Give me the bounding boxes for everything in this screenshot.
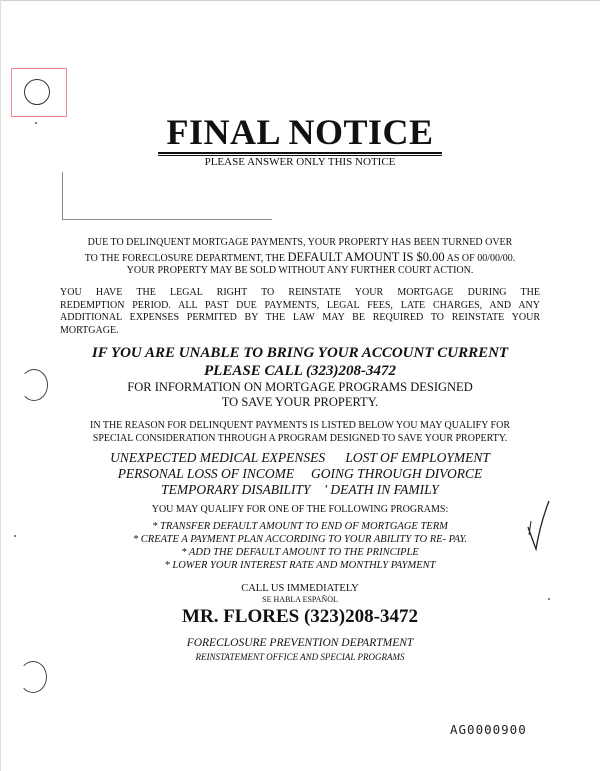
reason-item: TEMPORARY DISABILITY	[161, 482, 311, 497]
paragraph-line: IN THE REASON FOR DELINQUENT PAYMENTS IS LISTED BELOW YOU MAY QUALIFY FOR	[89, 420, 511, 431]
program-item: * LOWER YOUR INTEREST RATE AND MONTHLY PAYMENT	[164, 560, 436, 571]
program-item: * CREATE A PAYMENT PLAN ACCORDING TO YOUR ABILITY TO RE- PAY.	[132, 534, 468, 545]
paragraph-text: TO THE FORECLOSURE DEPARTMENT, THE	[84, 252, 288, 264]
title-underline	[158, 152, 442, 154]
call-now: CALL US IMMEDIATELY	[241, 583, 359, 594]
call-block-text: FOR INFORMATION ON MORTGAGE PROGRAMS DESIGNED	[127, 380, 473, 394]
call-block	[60, 344, 540, 410]
reasons-row	[60, 466, 540, 482]
legal-rights-paragraph	[60, 287, 540, 337]
scan-speck	[548, 598, 550, 600]
paragraph-line: YOUR PROPERTY MAY BE SOLD WITHOUT ANY FURTHER COURT ACTION.	[126, 265, 474, 276]
default-amount: DEFAULT AMOUNT IS $0.00	[287, 249, 445, 264]
spanish-note: SE HABLA ESPAÑOL	[262, 595, 338, 604]
document-number: AG0000900	[450, 722, 527, 737]
notice-subtitle: PLEASE ANSWER ONLY THIS NOTICE	[204, 156, 396, 168]
address-window-edge	[62, 172, 63, 220]
reason-item: ' DEATH IN FAMILY	[324, 482, 439, 497]
address-window-rule	[62, 219, 272, 220]
reason-item: UNEXPECTED MEDICAL EXPENSES	[110, 450, 326, 465]
paragraph-line: SPECIAL CONSIDERATION THROUGH A PROGRAM DESIGNED TO SAVE YOUR PROPERTY.	[92, 432, 508, 444]
department-name: FORECLOSURE PREVENTION DEPARTMENT	[186, 637, 414, 649]
as-of-date: AS OF 00/00/00.	[444, 252, 516, 264]
notice-title: FINAL NOTICE	[166, 112, 434, 152]
programs-intro: YOU MAY QUALIFY FOR ONE OF THE FOLLOWING PROGRAMS:	[151, 504, 449, 515]
scan-speck	[14, 535, 16, 537]
call-block-text: TO SAVE YOUR PROPERTY.	[221, 395, 379, 409]
program-item: * ADD THE DEFAULT AMOUNT TO THE PRINCIPLE	[181, 547, 419, 558]
punch-hole-icon	[20, 369, 48, 401]
reason-item: GOING THROUGH DIVORCE	[310, 466, 483, 481]
page-edge-left	[0, 0, 1, 771]
call-block-heading: IF YOU ARE UNABLE TO BRING YOUR ACCOUNT CURRENT	[91, 345, 509, 361]
delinquency-paragraph	[60, 237, 540, 278]
page-edge-top	[0, 0, 600, 1]
office-name: REINSTATEMENT OFFICE AND SPECIAL PROGRAMS	[195, 652, 405, 662]
program-item: * TRANSFER DEFAULT AMOUNT TO END OF MORTGAGE TERM	[152, 521, 448, 532]
call-block-phone: PLEASE CALL (323)208-3472	[204, 363, 396, 379]
paragraph-line: ADDITIONAL EXPENSES PERMITED BY THE LAW MAY BE REQUIRED TO REINSTATE YOUR	[60, 312, 540, 323]
reasons-row	[60, 482, 540, 498]
qualify-paragraph	[60, 420, 540, 445]
scan-speck	[35, 122, 37, 124]
programs-list	[60, 520, 540, 572]
reasons-row	[60, 450, 540, 466]
paragraph-line: MORTGAGE.	[60, 324, 119, 336]
reason-item: LOST OF EMPLOYMENT	[345, 450, 490, 465]
handwritten-check-mark	[524, 497, 554, 557]
paragraph-line: REDEMPTION PERIOD. ALL PAST DUE PAYMENTS, LEGAL FEES, LATE CHARGES, AND ANY	[60, 299, 540, 311]
paragraph-line: DUE TO DELINQUENT MORTGAGE PAYMENTS, YOUR PROPERTY HAS BEEN TURNED OVER	[87, 237, 513, 248]
paragraph-line	[60, 250, 540, 266]
paragraph-line: YOU HAVE THE LEGAL RIGHT TO REINSTATE YOUR MORTGAGE DURING THE	[60, 287, 540, 298]
reason-item: PERSONAL LOSS OF INCOME	[117, 466, 295, 481]
contact-name-phone: MR. FLORES (323)208-3472	[182, 606, 418, 627]
punch-hole-icon	[24, 79, 50, 105]
punch-hole-icon	[19, 661, 47, 693]
reasons-list	[60, 450, 540, 498]
